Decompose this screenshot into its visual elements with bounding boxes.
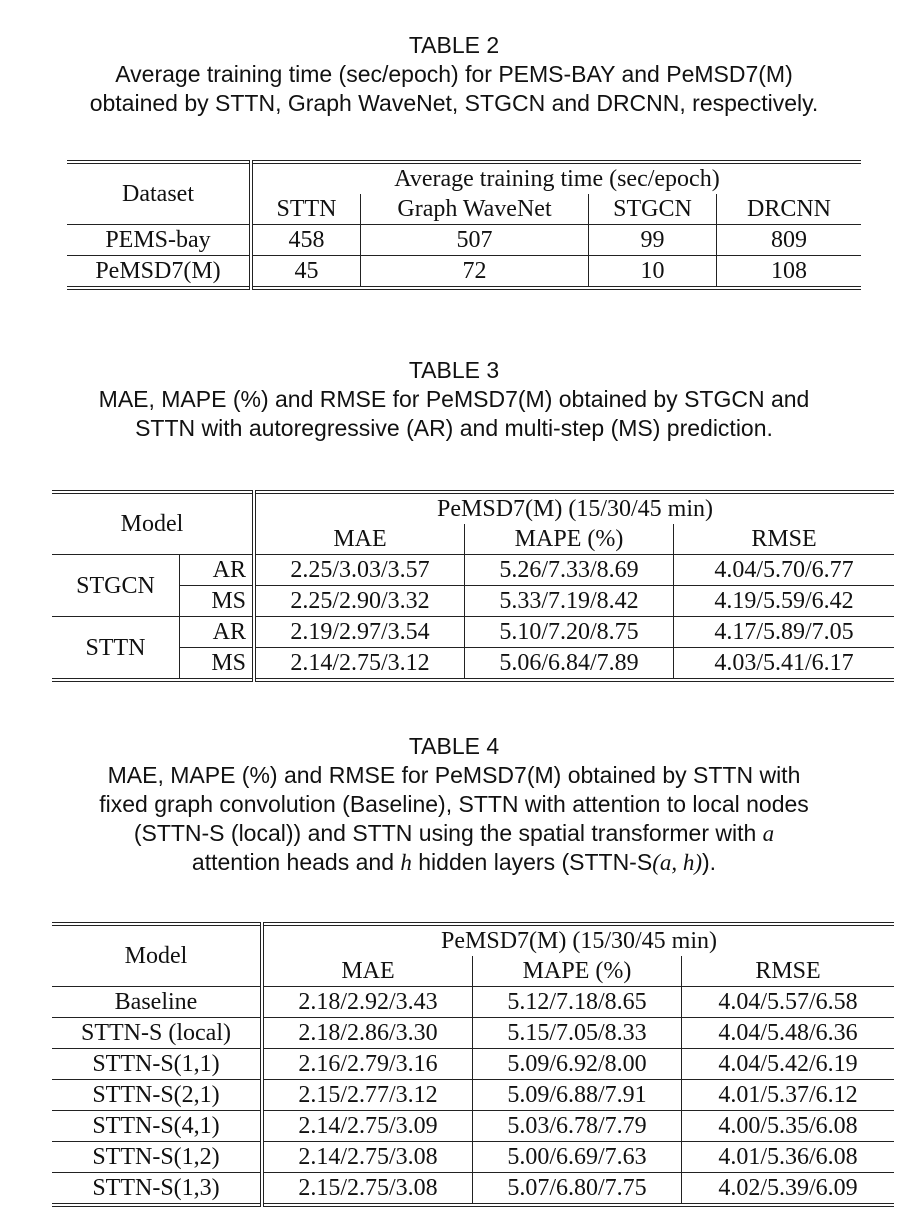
table4-caption-line: MAE, MAPE (%) and RMSE for PeMSD7(M) obtained by STTN with	[107, 762, 801, 788]
table2-col-header: STTN	[251, 194, 361, 225]
table-cell: 5.00/6.69/7.63	[473, 1142, 682, 1173]
table-row	[52, 1142, 894, 1173]
table-cell: 45	[251, 256, 361, 289]
mode-label: MS	[180, 586, 255, 617]
table2-caption-line: Average training time (sec/epoch) for PEMS-BAY and PeMSD7(M)	[115, 61, 793, 87]
table-cell: 2.18/2.86/3.30	[262, 1018, 473, 1049]
table-cell: 2.16/2.79/3.16	[262, 1049, 473, 1080]
table4-stub-header: Model	[52, 924, 262, 987]
table2-label: TABLE 2	[408, 32, 500, 58]
table4-caption-line	[0, 848, 908, 877]
table2-col-header: DRCNN	[746, 196, 831, 222]
table-cell: 2.14/2.75/3.12	[254, 648, 465, 681]
table3-col-header: MAPE (%)	[465, 524, 674, 555]
table4-col-header: RMSE	[755, 958, 821, 984]
table-cell: 2.14/2.75/3.08	[262, 1142, 473, 1173]
table2-group-header: Average training time (sec/epoch)	[394, 166, 720, 192]
table3-col-header: RMSE	[751, 526, 817, 552]
table-row	[52, 987, 894, 1018]
table-row	[52, 1173, 894, 1206]
caption-text: ).	[702, 849, 717, 875]
table3-group-header: PeMSD7(M) (15/30/45 min)	[437, 496, 713, 522]
table4-col-header: MAE	[262, 956, 473, 987]
table-cell: 5.10/7.20/8.75	[465, 617, 674, 648]
table2-caption	[0, 31, 908, 118]
table4-caption-line	[0, 819, 908, 848]
table-cell: 4.02/5.39/6.09	[682, 1173, 895, 1206]
mode-label: AR	[180, 555, 255, 586]
table-cell: 2.25/3.03/3.57	[254, 555, 465, 586]
table-row	[67, 256, 861, 289]
caption-math: (a, h)	[652, 850, 703, 875]
table-cell: 4.04/5.48/6.36	[682, 1018, 895, 1049]
table-cell: 5.15/7.05/8.33	[473, 1018, 682, 1049]
table-row	[52, 1018, 894, 1049]
caption-math: h	[400, 850, 412, 875]
table-cell: 99	[589, 225, 717, 256]
table4-group-header: PeMSD7(M) (15/30/45 min)	[441, 928, 717, 954]
table-cell: 809	[717, 225, 862, 256]
mode-label: MS	[180, 648, 255, 681]
table-row	[52, 1080, 894, 1111]
table-cell: 4.01/5.36/6.08	[682, 1142, 895, 1173]
table-cell: 4.19/5.59/6.42	[674, 586, 895, 617]
table4-caption	[0, 732, 908, 877]
table-cell: 4.04/5.70/6.77	[674, 555, 895, 586]
table2-col-header: STGCN	[589, 194, 717, 225]
table2-caption-line: obtained by STTN, Graph WaveNet, STGCN and DRCNN, respectively.	[89, 90, 819, 116]
table3-caption-line: STTN with autoregressive (AR) and multi-step (MS) prediction.	[135, 415, 773, 441]
table-cell: 5.03/6.78/7.79	[473, 1111, 682, 1142]
table-cell: 2.14/2.75/3.09	[262, 1111, 473, 1142]
row-label: STTN-S(4,1)	[52, 1111, 262, 1142]
table4	[52, 922, 894, 1207]
table-cell: 5.06/6.84/7.89	[465, 648, 674, 681]
mode-label: AR	[180, 617, 255, 648]
row-label: PEMS-bay	[67, 225, 251, 256]
table2	[67, 160, 861, 290]
table4-label: TABLE 4	[408, 733, 500, 759]
table-cell: 72	[361, 256, 589, 289]
table4-col-header: MAPE (%)	[473, 956, 682, 987]
table-cell: 2.15/2.75/3.08	[262, 1173, 473, 1206]
table2-col-header: Graph WaveNet	[361, 194, 589, 225]
table-cell: 4.00/5.35/6.08	[682, 1111, 895, 1142]
table-cell: 4.17/5.89/7.05	[674, 617, 895, 648]
table-cell: 10	[589, 256, 717, 289]
table-cell: 5.09/6.88/7.91	[473, 1080, 682, 1111]
table2-stub-header: Dataset	[67, 162, 251, 225]
table4-caption-line: fixed graph convolution (Baseline), STTN with attention to local nodes	[99, 791, 809, 817]
row-label: Baseline	[52, 987, 262, 1018]
table-row	[52, 1111, 894, 1142]
row-label: STTN-S(1,2)	[52, 1142, 262, 1173]
model-label: STGCN	[52, 555, 180, 617]
table-cell: 4.04/5.42/6.19	[682, 1049, 895, 1080]
table-cell: 5.09/6.92/8.00	[473, 1049, 682, 1080]
table-cell: 4.01/5.37/6.12	[682, 1080, 895, 1111]
table-row	[52, 555, 894, 586]
row-label: STTN-S (local)	[52, 1018, 262, 1049]
table-cell: 4.04/5.57/6.58	[682, 987, 895, 1018]
table-row	[52, 617, 894, 648]
caption-text: hidden layers (STTN-S	[418, 849, 653, 875]
table3-label: TABLE 3	[408, 357, 500, 383]
row-label: STTN-S(1,1)	[52, 1049, 262, 1080]
table-row	[67, 225, 861, 256]
table-cell: 2.25/2.90/3.32	[254, 586, 465, 617]
table-cell: 4.03/5.41/6.17	[674, 648, 895, 681]
table-cell: 2.19/2.97/3.54	[254, 617, 465, 648]
table-cell: 5.33/7.19/8.42	[465, 586, 674, 617]
table-cell: 5.12/7.18/8.65	[473, 987, 682, 1018]
table-cell: 5.07/6.80/7.75	[473, 1173, 682, 1206]
table-cell: 108	[717, 256, 862, 289]
table-row	[52, 1049, 894, 1080]
table-cell: 507	[361, 225, 589, 256]
table3-col-header: MAE	[254, 524, 465, 555]
caption-math: a	[762, 821, 775, 846]
table-cell: 2.18/2.92/3.43	[262, 987, 473, 1018]
model-label: STTN	[52, 617, 180, 681]
table-cell: 458	[251, 225, 361, 256]
table3-stub-header: Model	[52, 492, 254, 555]
caption-text: attention heads and	[191, 849, 394, 875]
table3-caption-line: MAE, MAPE (%) and RMSE for PeMSD7(M) obtained by STGCN and	[98, 386, 810, 412]
row-label: STTN-S(2,1)	[52, 1080, 262, 1111]
row-label: STTN-S(1,3)	[52, 1173, 262, 1206]
table3-caption	[0, 356, 908, 443]
row-label: PeMSD7(M)	[67, 256, 251, 289]
table-cell: 5.26/7.33/8.69	[465, 555, 674, 586]
table3	[52, 490, 894, 682]
table-cell: 2.15/2.77/3.12	[262, 1080, 473, 1111]
caption-text: (STTN-S (local)) and STTN using the spatial transformer with	[133, 820, 757, 846]
